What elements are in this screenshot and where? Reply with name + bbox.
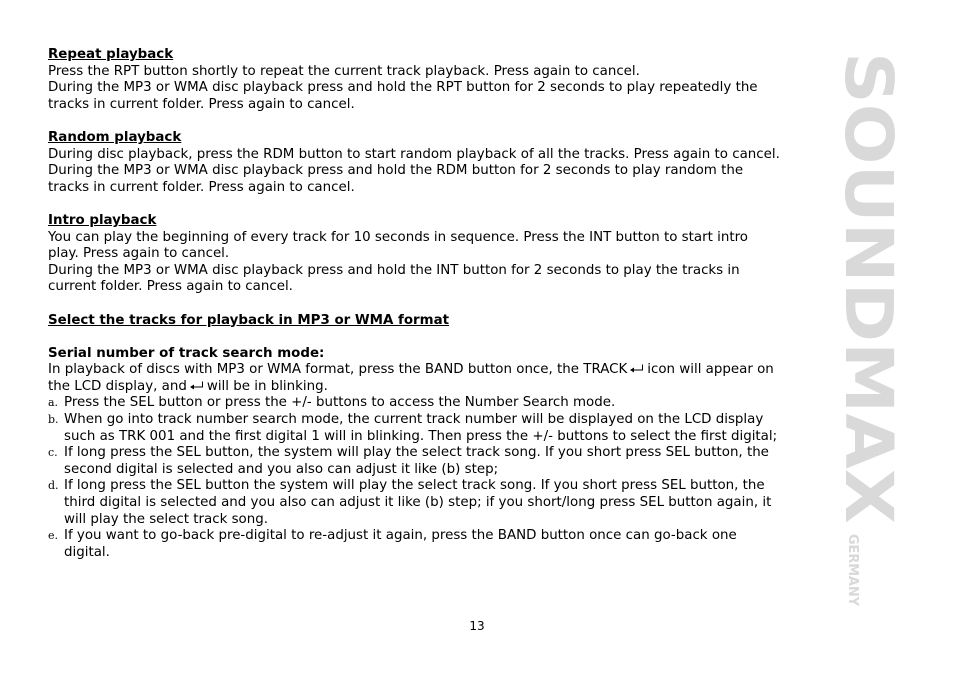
logo-brand-text: SOUNDMAX — [830, 52, 907, 487]
serial-intro-line-2 — [48, 379, 818, 396]
list-item-line: third digital is selected and you also can adjust it like (b) step; if you short/long press SEL button again, it — [64, 495, 772, 511]
logo-sub-text: GERMANY — [845, 534, 860, 607]
list-marker: e. — [48, 529, 59, 543]
list-item-line: If you want to go-back pre-digital to re-adjust it again, press the BAND button once can go-back one — [64, 528, 737, 544]
enter-arrow-icon — [189, 381, 205, 391]
repeat-line-1: Press the RPT button shortly to repeat the current track playback. Press again to cancel. — [48, 63, 640, 79]
intro-line-3: During the MP3 or WMA disc playback press and hold the INT button for 2 seconds to play the tracks in — [48, 262, 740, 278]
serial-intro-line-1 — [48, 362, 818, 379]
random-line-1: During disc playback, press the RDM button to start random playback of all the tracks. Press again to cancel. — [48, 146, 780, 162]
list-item-d — [48, 478, 818, 528]
serial-line2-before: the LCD display, and — [48, 378, 187, 394]
random-line-2: During the MP3 or WMA disc playback press and hold the RDM button for 2 seconds to play random the — [48, 163, 744, 179]
serial-search-heading: Serial number of track search mode: — [48, 345, 325, 361]
list-item-line: Press the SEL button or press the +/- buttons to access the Number Search mode. — [64, 395, 616, 411]
list-marker: b. — [48, 413, 59, 427]
repeat-line-2: During the MP3 or WMA disc playback press and hold the RPT button for 2 seconds to play repeatedly the — [48, 80, 758, 96]
serial-line1-after: icon will appear on — [647, 362, 774, 378]
select-tracks-heading: Select the tracks for playback in MP3 or WMA format — [48, 312, 450, 328]
list-marker: d. — [48, 479, 59, 493]
serial-line2-after: will be in blinking. — [206, 378, 328, 394]
manual-page-content — [48, 47, 818, 561]
intro-line-4: current folder. Press again to cancel. — [48, 279, 293, 295]
intro-line-2: play. Press again to cancel. — [48, 246, 230, 262]
list-item-line: If long press the SEL button the system will play the select track song. If you short press SEL button, the — [64, 478, 765, 494]
soundmax-logo — [830, 52, 910, 612]
page-number: 13 — [469, 619, 485, 633]
list-item-c — [48, 445, 818, 478]
list-item-line: will play the select track song. — [64, 511, 268, 527]
list-item-e — [48, 528, 818, 561]
list-item-line: second digital is selected and you also can adjust it like (b) step; — [64, 461, 499, 477]
repeat-playback-heading: Repeat playback — [48, 47, 174, 62]
intro-playback-heading: Intro playback — [48, 212, 157, 228]
list-marker: c. — [48, 446, 58, 460]
serial-line1-before: In playback of discs with MP3 or WMA format, press the BAND button once, the TRACK — [48, 362, 628, 378]
repeat-line-3: tracks in current folder. Press again to cancel. — [48, 96, 355, 112]
intro-line-1: You can play the beginning of every track for 10 seconds in sequence. Press the INT button to start intro — [48, 229, 748, 245]
list-item-line: When go into track number search mode, the current track number will be displayed on the LCD display — [64, 412, 764, 428]
random-line-3: tracks in current folder. Press again to cancel. — [48, 179, 355, 195]
random-playback-heading: Random playback — [48, 129, 182, 145]
list-item-b — [48, 412, 818, 445]
list-marker: a. — [48, 396, 59, 410]
spacer — [48, 196, 818, 213]
spacer — [48, 113, 818, 130]
list-item-line: If long press the SEL button, the system will play the select track song. If you short press SEL button, the — [64, 445, 769, 461]
list-item-line: such as TRK 001 and the first digital 1 will in blinking. Then press the +/- buttons to select the first digital; — [64, 428, 778, 444]
enter-arrow-icon — [629, 364, 645, 374]
list-item-line: digital. — [64, 544, 110, 560]
list-item-a — [48, 395, 818, 412]
spacer — [48, 296, 818, 313]
spacer — [48, 329, 818, 346]
